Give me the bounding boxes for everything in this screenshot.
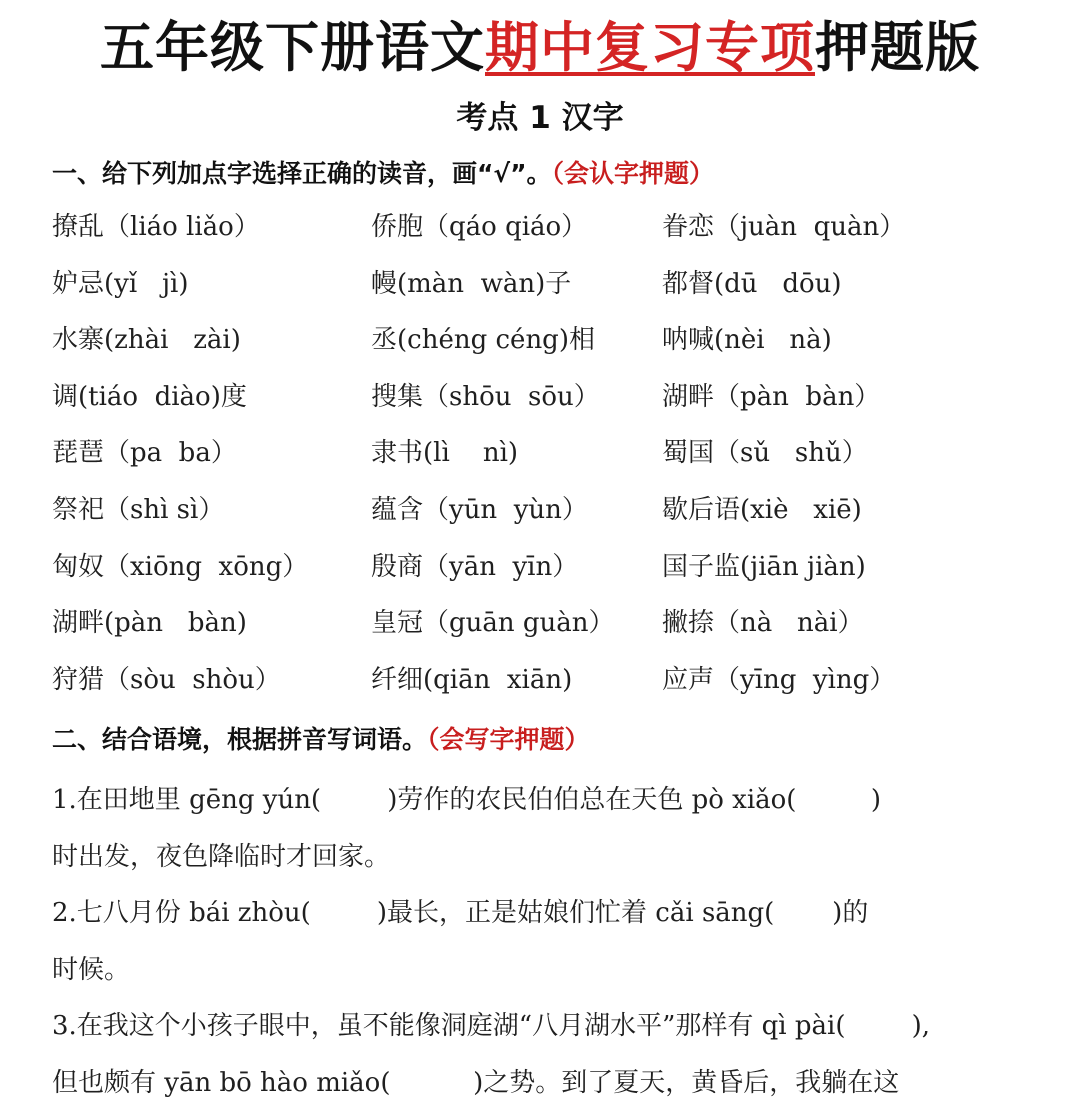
grid-item: 狩猎（sòu shòu） <box>52 652 281 708</box>
grid-item: 匈奴（xiōng xōng） <box>52 539 308 595</box>
question-line: 1.在田地里 gēng yún( )劳作的农民伯伯总在天色 pò xiǎo( ) <box>52 772 1052 829</box>
grid-item: 撩乱（liáo liǎo） <box>52 199 260 255</box>
grid-row <box>52 256 1062 313</box>
question-line: 但也颇有 yān bō hào miǎo( )之势。到了夏天，黄昏后，我躺在这 <box>52 1055 1052 1111</box>
grid-item: 歇后语(xiè xiē) <box>662 482 862 538</box>
section1-heading-text: 一、给下列加点字选择正确的读音，画“√”。 <box>52 159 552 188</box>
grid-item: 蕴含（yūn yùn） <box>371 482 588 538</box>
grid-item: 殷商（yān yīn） <box>371 539 578 595</box>
grid-item: 撇捺（nà nài） <box>662 595 864 651</box>
section2-heading <box>52 720 590 760</box>
grid-item: 调(tiáo diào)度 <box>52 369 247 425</box>
grid-item: 丞(chéng céng)相 <box>371 312 595 368</box>
grid-item: 湖畔（pàn bàn） <box>662 369 880 425</box>
page-title <box>0 8 1080 88</box>
grid-row <box>52 595 1062 652</box>
question-line: 时候。 <box>52 942 1052 999</box>
grid-item: 蜀国（sǔ shǔ） <box>662 425 868 481</box>
section2-tag: （会写字押题） <box>427 725 590 754</box>
question-line: 时出发，夜色降临时才回家。 <box>52 829 1052 886</box>
grid-item: 搜集（shōu sōu） <box>371 369 600 425</box>
grid-row <box>52 539 1062 596</box>
section2-heading-text: 二、结合语境，根据拼音写词语。 <box>52 725 427 754</box>
grid-item: 湖畔(pàn bàn) <box>52 595 247 651</box>
fill-in-questions <box>52 772 1052 1111</box>
grid-row <box>52 312 1062 369</box>
grid-item: 眷恋（juàn quàn） <box>662 199 905 255</box>
title-highlight: 期中复习专项 <box>485 16 815 79</box>
grid-item: 隶书(lì nì) <box>371 425 518 481</box>
grid-row <box>52 369 1062 426</box>
grid-item: 应声（yīng yìng） <box>662 652 895 708</box>
grid-item: 都督(dū dōu) <box>662 256 842 312</box>
question-line: 3.在我这个小孩子眼中，虽不能像洞庭湖“八月湖水平”那样有 qì pài( ), <box>52 998 1052 1055</box>
grid-item: 纤细(qiān xiān) <box>371 652 572 708</box>
grid-row <box>52 482 1062 539</box>
pinyin-choice-grid <box>52 199 1062 708</box>
grid-item: 呐喊(nèi nà) <box>662 312 832 368</box>
section1-heading <box>52 154 714 194</box>
title-before: 五年级下册语文 <box>100 16 485 79</box>
grid-item: 祭祀（shì sì） <box>52 482 224 538</box>
grid-item: 国子监(jiān jiàn) <box>662 539 866 595</box>
grid-row <box>52 199 1062 256</box>
grid-row <box>52 652 1062 709</box>
grid-item: 水寨(zhài zài) <box>52 312 241 368</box>
grid-row <box>52 425 1062 482</box>
grid-item: 幔(màn wàn)子 <box>371 256 571 312</box>
question-line: 2.七八月份 bái zhòu( )最长，正是姑娘们忙着 cǎi sāng( )的 <box>52 885 1052 942</box>
grid-item: 琵琶（pa ba） <box>52 425 237 481</box>
grid-item: 侨胞（qáo qiáo） <box>371 199 587 255</box>
grid-item: 妒忌(yǐ jì) <box>52 256 188 312</box>
page-subtitle: 考点 1 汉字 <box>0 94 1080 142</box>
grid-item: 皇冠（guān guàn） <box>371 595 615 651</box>
section1-tag: （会认字押题） <box>552 159 715 188</box>
title-after: 押题版 <box>815 16 980 79</box>
